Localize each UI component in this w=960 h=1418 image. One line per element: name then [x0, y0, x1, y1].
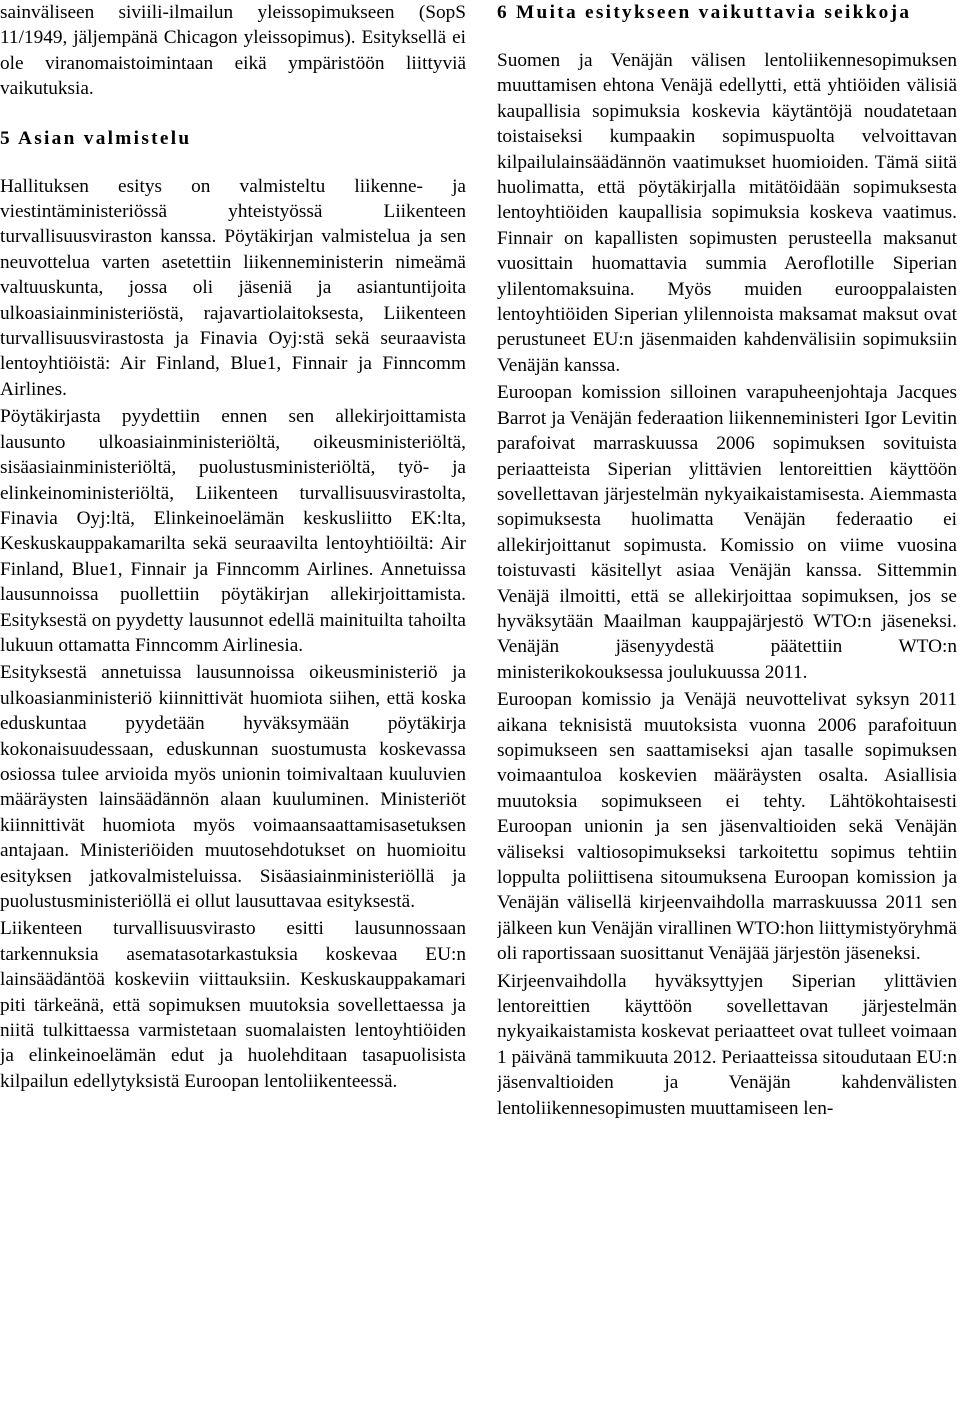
left-column — [0, 0, 466, 1418]
paragraph: Kirjeenvaihdolla hyväksyttyjen Siperian ylittävien lentoreittien käyttöön sovellettavan järjestelmän nykyaikaistamista koskevat periaatteet ovat tulleet voimaan 1 päivänä tammikuuta 2012. Periaatteissa sitoudutaan EU:n jäsenvaltioiden ja Venäjän kahdenvälisten lentoliikennesopimusten muuttamiseen len- — [497, 970, 957, 1119]
paragraph: Hallituksen esitys on valmisteltu liikenne- ja viestintäministeriössä yhteistyössä Liikenteen turvallisuusviraston kanssa. Pöytäkirjan valmistelua ja sen neuvottelua varten asetettiin liikenneministerin nimeämä valtuuskunta, jossa oli jäseniä ja asiantuntijoita ulkoasiainministeriöstä, rajavartiolaitoksesta, Liikenteen turvallisuusvirastosta ja Finavia Oyj:stä sekä seuraavista lentoyhtiöistä: Air Finland, Blue1, Finnair ja Finncomm Airlines. — [0, 175, 466, 400]
right-column — [497, 0, 957, 1418]
section-heading-5: 5 Asian valmistelu — [0, 127, 192, 149]
section-heading-6: 6 Muita esitykseen vaikuttavia seikkoja — [497, 2, 912, 23]
paragraph: Euroopan komission silloinen varapuheenjohtaja Jacques Barrot ja Venäjän federaation liikenneministeri Igor Levitin parafoivat marraskuussa 2006 sopimuksen sovituista periaatteista Siperian ylittävien lentoreittien käyttöön sovellettavan järjestelmän nykyaikaistamisesta. Aiemmasta sopimuksesta huolimatta Venäjän federaatio ei allekirjoittanut sopimusta. Komissio on viime vuosina toistuvasti käsitellyt asiaa Venäjän kanssa. Sittemmin Venäjä ilmoitti, että se allekirjoittaa sopimuksen, jos se hyväksytään Maailman kauppajärjestö WTO:n jäseneksi. Venäjän jäsenyydestä päätettiin WTO:n ministerikokouksessa joulukuussa 2011. — [497, 382, 957, 683]
paragraph: Euroopan komissio ja Venäjä neuvottelivat syksyn 2011 aikana teknisistä muutoksista vuonna 2006 parafoituun sopimukseen sen saattamiseksi ajan tasalle sopimuksen voimaantuloa koskevien määräysten osalta. Asiallisia muutoksia sopimukseen ei tehty. Lähtökohtaisesti Euroopan unionin ja sen jäsenvaltioiden sekä Venäjän väliseksi valtiosopimukseksi tarkoitettu sopimus tehtiin loppulta poliittisena sitoumuksena Euroopan komission ja Venäjän välisellä kirjeenvaihdolla marraskuussa 2011 sen jälkeen kun Venäjän virallinen WTO:hon liittymistyöryhmä oli raportissaan suosittanut Venäjää järjestön jäseneksi. — [497, 689, 957, 965]
paragraph: Suomen ja Venäjän välisen lentoliikennesopimuksen muuttamisen ehtona Venäjä edellytti, että yhtiöiden välisiä kaupallisia sopimuksia koskevia käytäntöjä noudatetaan toistaiseksi kumpaakin sopimuspuolta velvoittavan kilpailulainsäädännön vaatimukset huomioiden. Tämä siitä huolimatta, että pöytäkirjalla mitätöidään sopimuksesta lentoyhtiöiden kaupallisia sopimuksia koskeva vaatimus. Finnair on kapallisten sopimusten perusteella maksanut vuosittain huomattavia summia Aeroflotille Siperian ylilentomaksuina. Myös muiden eurooppalaisten lentoyhtiöiden Siperian ylilennoista maksamat maksut ovat perustuneet EU:n jäsenmaiden kahdenvälisiin sopimuksiin Venäjän kanssa. — [497, 50, 957, 376]
paragraph: Pöytäkirjasta pyydettiin ennen sen allekirjoittamista lausunto ulkoasiainministeriöltä, oikeusministeriöltä, sisäasiainministeriöltä, puolustusministeriöltä, työ- ja elinkeinoministeriöltä, Liikenteen turvallisuusvirastolta, Finavia Oyj:ltä, Elinkeinoelämän keskusliitto EK:lta, Keskuskauppakamarilta sekä seuraavilta lentoyhtiöiltä: Air Finland, Blue1, Finnair ja Finncomm Airlines. Annetuissa lausunnoissa puollettiin pöytäkirjan allekirjoittamista. Esityksestä on pyydetty lausunnot edellä mainituilta tahoilta lukuun ottamatta Finncomm Airlinesia. — [0, 406, 466, 656]
paragraph: Esityksestä annetuissa lausunnoissa oikeusministeriö ja ulkoasianministeriö kiinnittivät huomiota siihen, että koska eduskuntaa pyydetään hyväksymään pöytäkirja kokonaisuudessaan, eduskunnan suostumusta koskevassa osiossa tulee arvioida myös unionin toimivaltaan kuuluvien määräysten lainsäädännön alaan kuuluminen. Ministeriöt kiinnittivät huomiota myös voimaansaattamisasetuksen antajaan. Ministeriöiden muutosehdotukset on huomioitu esityksen jatkovalmisteluissa. Sisäasiainministeriöllä ja puolustusministeriöllä ei ollut lausuttavaa esityksestä. — [0, 662, 466, 912]
intro-paragraph: sainväliseen siviili-ilmailun yleissopimukseen (SopS 11/1949, jäljempänä Chicagon yleissopimus). Esityksellä ei ole viranomaistoimintaan eikä ympäristöön liittyviä vaikutuksia. — [0, 2, 466, 100]
paragraph: Liikenteen turvallisuusvirasto esitti lausunnossaan tarkennuksia asematasotarkastuksia koskevaa EU:n lainsäädäntöä koskeviin viittauksiin. Keskuskauppakamari piti tärkeänä, että sopimuksen muutoksia sovellettaessa ja niitä tulkittaessa varmistetaan suomalaisten lentoyhtiöiden ja elinkeinoelämän edut ja huolehditaan tasapuolisista kilpailun edellytyksistä Euroopan lentoliikenteessä. — [0, 918, 466, 1092]
